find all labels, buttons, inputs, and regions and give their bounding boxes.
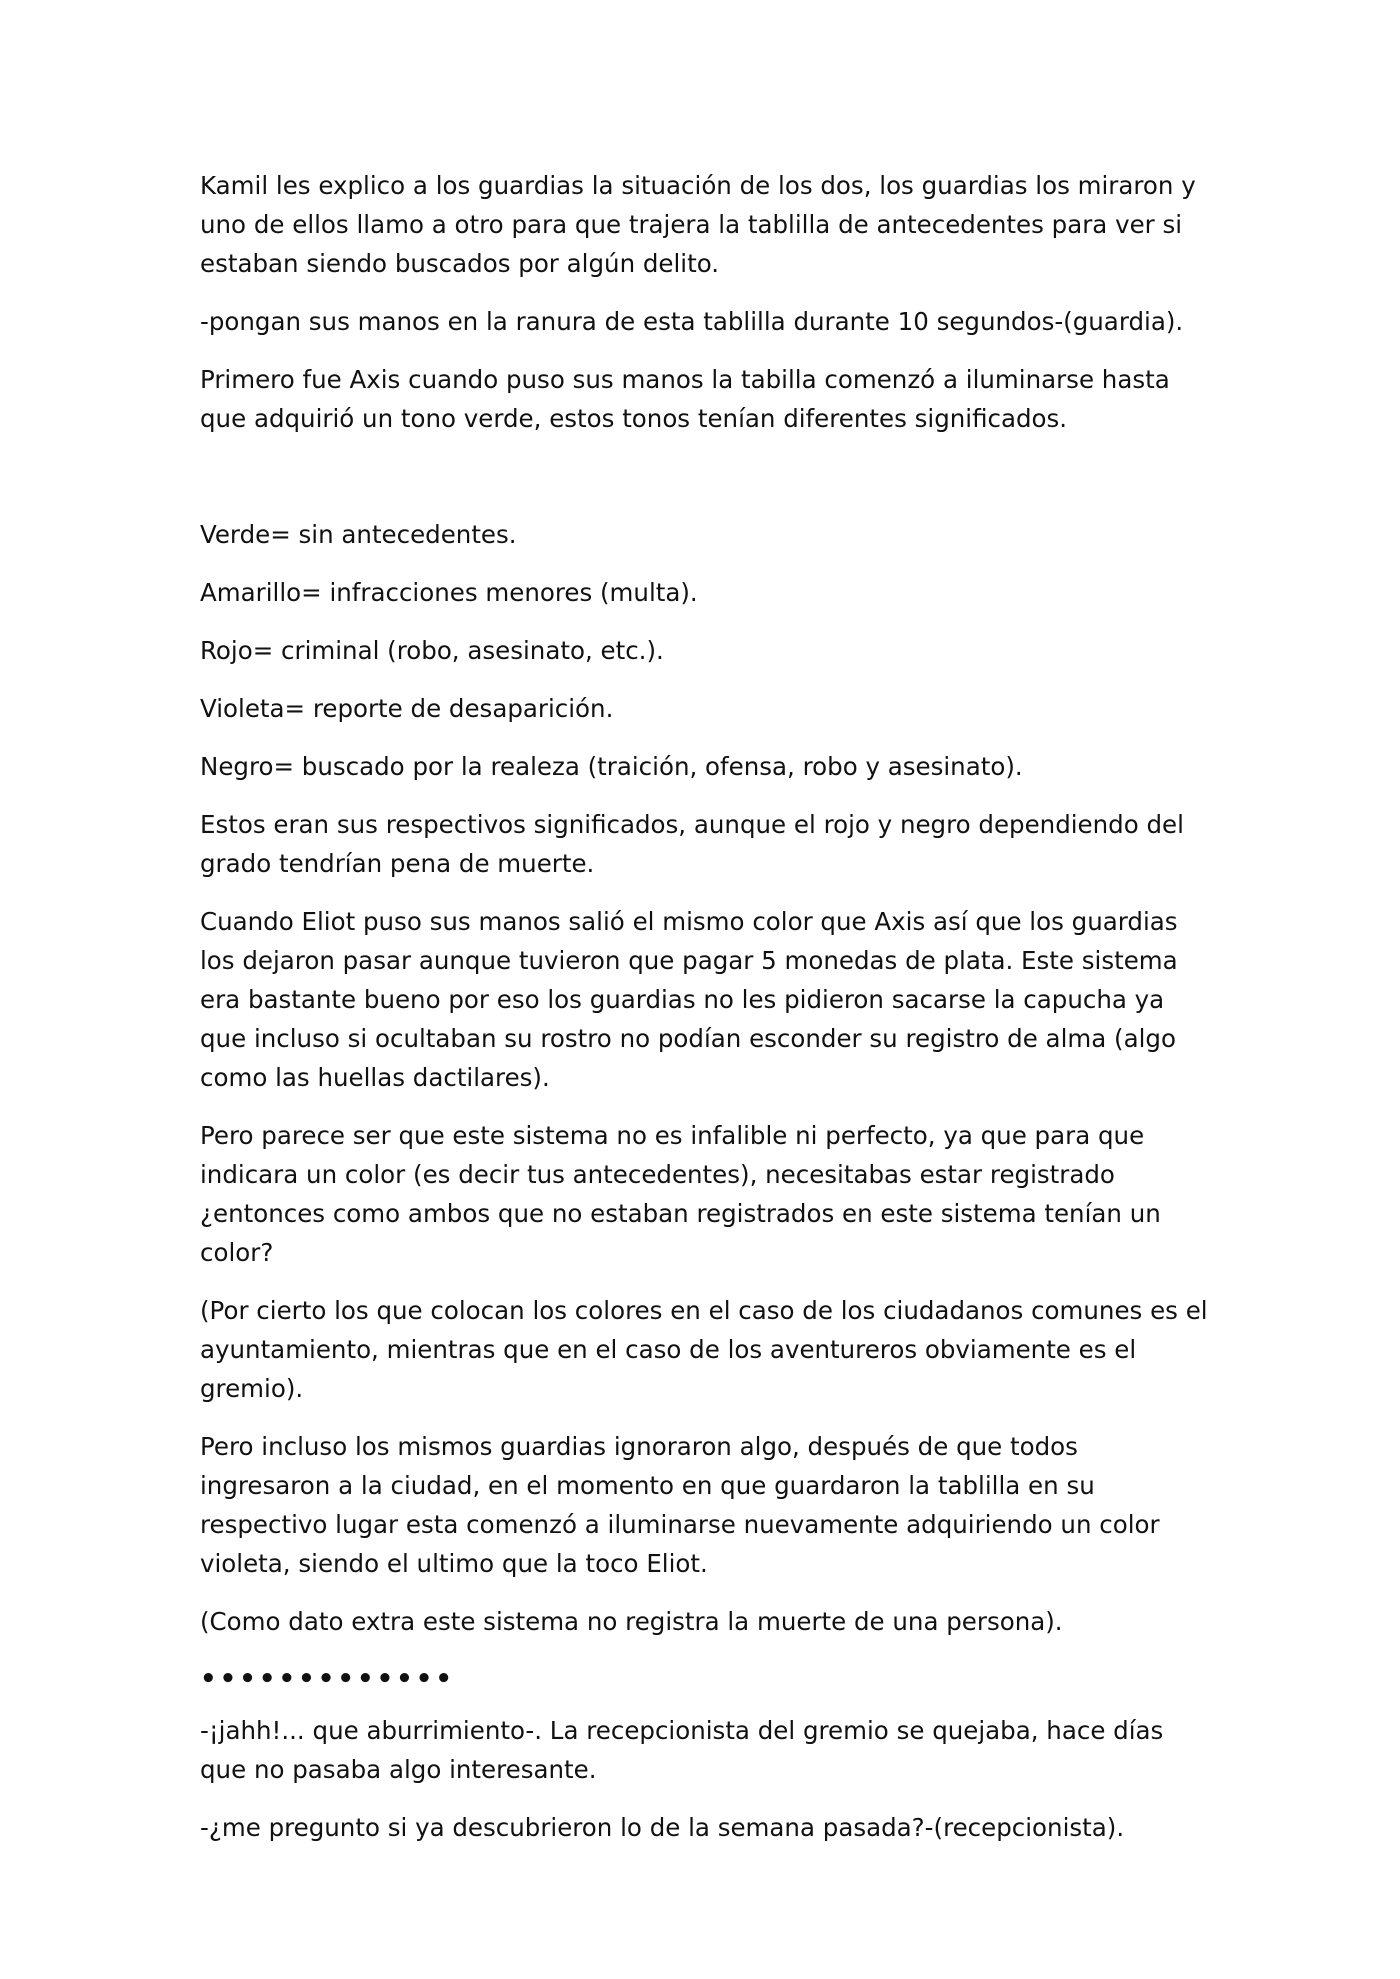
color-list-item: Verde= sin antecedentes. [200, 520, 517, 549]
blank-space [200, 457, 1210, 515]
color-list-item: Rojo= criminal (robo, asesinato, etc.). [200, 636, 664, 665]
paragraph: (Por cierto los que colocan los colores en el caso de los ciudadanos comunes es el ayuntamiento, mientras que en el caso de los aventureros obviamente es el gremio). [200, 1296, 1208, 1403]
document-body [200, 166, 1210, 1866]
section-separator: ••••••••••••• [200, 1664, 456, 1694]
color-list-item: Amarillo= infracciones menores (multa). [200, 578, 698, 607]
paragraph: Kamil les explico a los guardias la situación de los dos, los guardias los miraron y uno de ellos llamo a otro para que trajera la tablilla de antecedentes para ver si estaban siendo buscados por algún delito. [200, 171, 1196, 278]
paragraph: -¿me pregunto si ya descubrieron lo de la semana pasada?-(recepcionista). [200, 1813, 1125, 1842]
paragraph: Pero incluso los mismos guardias ignoraron algo, después de que todos ingresaron a la ciudad, en el momento en que guardaron la tablilla en su respectivo lugar esta comenzó a iluminarse nuevamente adquiriendo un color violeta, siendo el ultimo que la toco Eliot. [200, 1432, 1160, 1578]
paragraph: (Como dato extra este sistema no registra la muerte de una persona). [200, 1607, 1063, 1636]
paragraph: -¡jahh!... que aburrimiento-. La recepcionista del gremio se quejaba, hace días que no pasaba algo interesante. [200, 1716, 1164, 1784]
paragraph: -pongan sus manos en la ranura de esta tablilla durante 10 segundos-(guardia). [200, 307, 1184, 336]
color-list-item: Negro= buscado por la realeza (traición, ofensa, robo y asesinato). [200, 752, 1023, 781]
color-list-item: Violeta= reporte de desaparición. [200, 694, 614, 723]
paragraph: Primero fue Axis cuando puso sus manos la tabilla comenzó a iluminarse hasta que adquirió un tono verde, estos tonos tenían diferentes significados. [200, 365, 1170, 433]
paragraph: Cuando Eliot puso sus manos salió el mismo color que Axis así que los guardias los dejaron pasar aunque tuvieron que pagar 5 monedas de plata. Este sistema era bastante bueno por eso los guardias no les pidieron sacarse la capucha ya que incluso si ocultaban su rostro no podían esconder su registro de alma (algo como las huellas dactilares). [200, 907, 1178, 1092]
paragraph: Pero parece ser que este sistema no es infalible ni perfecto, ya que para que indicara un color (es decir tus antecedentes), necesitabas estar registrado ¿entonces como ambos que no estaban registrados en este sistema tenían un color? [200, 1121, 1161, 1267]
paragraph: Estos eran sus respectivos significados, aunque el rojo y negro dependiendo del grado tendrían pena de muerte. [200, 810, 1184, 878]
